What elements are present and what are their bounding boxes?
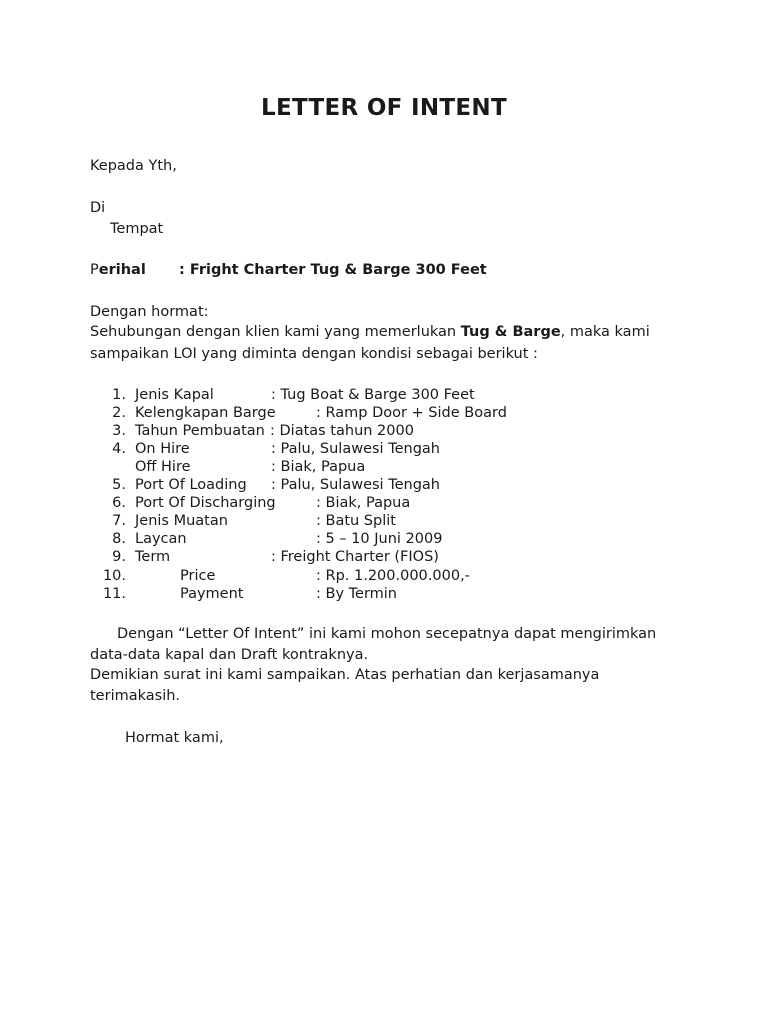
list-item-value: : Biak, Papua	[316, 495, 411, 511]
list-item-number: 10.	[102, 568, 126, 584]
recipient-line-2: Di	[90, 200, 106, 216]
intro-line-1	[90, 323, 650, 341]
list-item-value: : Tug Boat & Barge 300 Feet	[271, 387, 475, 403]
list-item-value: : Rp. 1.200.000.000,-	[316, 568, 470, 584]
subject-value: : Fright Charter Tug & Barge 300 Feet	[179, 262, 487, 278]
subject-label-rest: erihal	[98, 262, 146, 278]
intro-text-bold: Tug & Barge	[460, 324, 561, 340]
list-item-label: Jenis Muatan	[135, 513, 228, 529]
subject-label-initial: P	[90, 262, 99, 278]
list-item-label: Kelengkapan Barge	[135, 405, 276, 421]
document-title: LETTER OF INTENT	[261, 95, 507, 121]
list-item-label: Price	[180, 568, 216, 584]
list-item-label: Port Of Loading	[135, 477, 247, 493]
list-item-value: : Ramp Door + Side Board	[316, 405, 507, 421]
list-item-label: Tahun Pembuatan	[135, 423, 265, 439]
list-item-value: : Palu, Sulawesi Tengah	[271, 441, 440, 457]
list-item-label: Laycan	[135, 531, 187, 547]
closing-paragraph-1-line-2: data-data kapal dan Draft kontraknya.	[90, 647, 369, 663]
list-item-number: 9.	[112, 549, 126, 565]
greeting: Dengan hormat:	[90, 304, 209, 320]
list-item-number: 5.	[112, 477, 126, 493]
signoff: Hormat kami,	[125, 730, 224, 746]
closing-paragraph-1-line-1: Dengan “Letter Of Intent” ini kami mohon secepatnya dapat mengirimkan	[117, 626, 657, 642]
list-item-label: Port Of Discharging	[135, 495, 276, 511]
list-item-value: : Palu, Sulawesi Tengah	[271, 477, 440, 493]
intro-text-after: , maka kami	[560, 324, 650, 340]
list-item-value: : Freight Charter (FIOS)	[271, 549, 439, 565]
list-item-value: : 5 – 10 Juni 2009	[316, 531, 443, 547]
list-item-label: Payment	[180, 586, 244, 602]
recipient-line-1: Kepada Yth,	[90, 158, 177, 174]
list-item-label: Term	[135, 549, 171, 565]
list-item-number: 6.	[112, 495, 126, 511]
list-item-value: : Biak, Papua	[271, 459, 366, 475]
recipient-line-3: Tempat	[110, 221, 164, 237]
list-item-value: : By Termin	[316, 586, 397, 602]
list-item-number: 7.	[112, 513, 126, 529]
list-item-value: : Diatas tahun 2000	[270, 423, 414, 439]
list-item-number: 1.	[112, 387, 126, 403]
list-item-label: On Hire	[135, 441, 190, 457]
list-item-number: 3.	[112, 423, 126, 439]
closing-paragraph-2-line-2: terimakasih.	[90, 688, 181, 704]
subject-label	[90, 261, 146, 279]
list-item-number: 2.	[112, 405, 126, 421]
intro-text-before: Sehubungan dengan klien kami yang memerlukan	[90, 324, 461, 340]
list-item-number: 4.	[112, 441, 126, 457]
intro-line-2: sampaikan LOI yang diminta dengan kondisi sebagai berikut :	[90, 346, 538, 362]
list-item-number: 11.	[102, 586, 126, 602]
list-item-value: : Batu Split	[316, 513, 396, 529]
list-item-number: 8.	[112, 531, 126, 547]
list-item-label: Off Hire	[135, 459, 191, 475]
closing-paragraph-2-line-1: Demikian surat ini kami sampaikan. Atas perhatian dan kerjasamanya	[90, 667, 600, 683]
list-item-label: Jenis Kapal	[135, 387, 214, 403]
